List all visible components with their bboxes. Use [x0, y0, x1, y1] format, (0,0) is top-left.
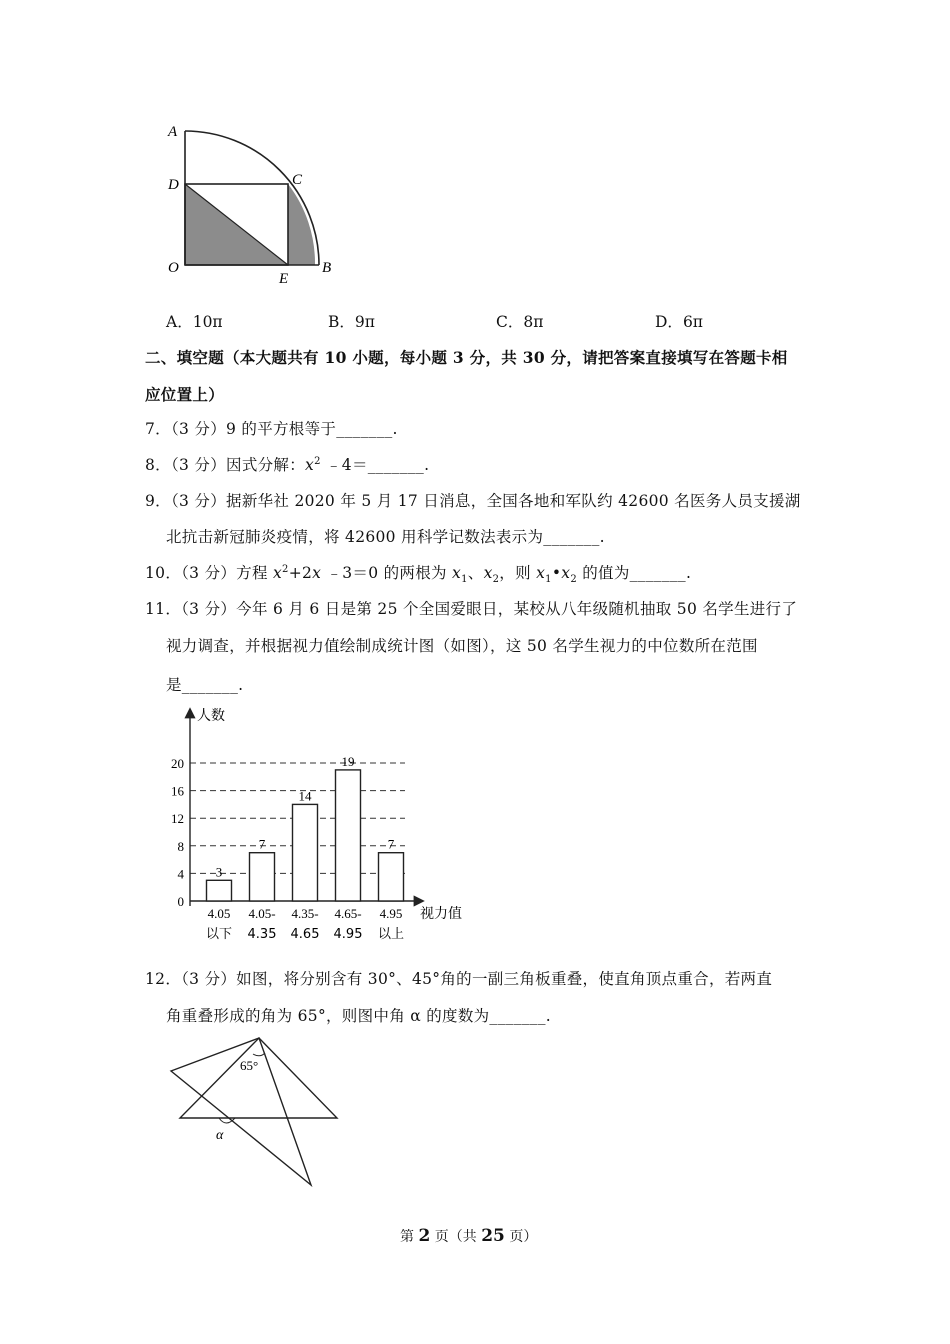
chart-value-label: 19: [341, 753, 355, 769]
chart-category-label-bottom: 4.65: [290, 927, 320, 942]
option-b: B．9π: [328, 313, 375, 331]
label-D: D: [168, 177, 179, 193]
section-heading-line2: 应位置上）: [145, 385, 225, 404]
shaded-segment: [288, 184, 315, 265]
chart-value-label: 7: [258, 836, 266, 852]
chart-ytick-label: 20: [171, 756, 184, 771]
question-9-line1: 9．（3 分）据新华社 2020 年 5 月 17 日消息，全国各地和军队约 42600 名医务人员支援湖: [145, 492, 801, 510]
angle-65-arc: [253, 1053, 265, 1056]
chart-ytick-label: 4: [177, 866, 184, 882]
chart-category-label-bottom: 以上: [377, 927, 405, 942]
angle-alpha-label: α: [216, 1128, 224, 1143]
chart-category-label-top: 4.35-: [291, 906, 319, 921]
question-9-line2: 北抗击新冠肺炎疫情，将 42600 用科学记数法表示为_______.: [166, 528, 605, 546]
option-c: C．8π: [496, 313, 544, 331]
question-12-line1: 12．（3 分）如图，将分别含有 30°、45°角的一副三角板重叠，使直角顶点重合，若两直: [145, 970, 773, 988]
triangle-45: [180, 1038, 337, 1118]
chart-bar: [379, 853, 404, 901]
question-12-line2: 角重叠形成的角为 65°，则图中角 α 的度数为_______.: [166, 1007, 551, 1025]
label-E: E: [279, 271, 289, 287]
chart-bar: [336, 770, 361, 901]
chart-category-label-top: 4.05-: [248, 906, 276, 921]
vision-bar-chart: [160, 700, 480, 950]
option-d: D．6π: [655, 313, 703, 331]
chart-bar: [207, 880, 232, 901]
chart-bar: [250, 853, 275, 901]
chart-category-label-bottom: 4.95: [333, 927, 363, 942]
angle-65-label: 65°: [240, 1058, 259, 1073]
label-O: O: [168, 260, 179, 276]
chart-xlabel: 视力值: [420, 906, 462, 922]
chart-value-label: 3: [215, 864, 223, 880]
triangles-figure: [160, 1030, 350, 1195]
question-11-line3: 是_______.: [166, 676, 244, 694]
chart-category-label-bottom: 以下: [205, 927, 233, 942]
chart-category-label-top: 4.65-: [334, 906, 362, 921]
chart-ytick-label: 0: [177, 894, 184, 909]
label-C: C: [292, 172, 303, 188]
chart-ytick-label: 16: [171, 783, 184, 799]
chart-value-label: 7: [387, 836, 395, 852]
question-8: 8．（3 分）因式分解：$x^2$ ﹣4＝_______.: [145, 455, 430, 474]
chart-bar: [293, 804, 318, 901]
chart-value-label: 14: [298, 788, 312, 804]
label-A: A: [168, 124, 178, 140]
question-11-line2: 视力调查，并根据视力值绘制成统计图（如图），这 50 名学生视力的中位数所在范围: [166, 637, 758, 655]
question-10: 10．（3 分）方程 $x^2+2x$ ﹣3＝0 的两根为 $x_1$、$x_2$，则 $x_1•x_2$ 的值为_______.: [145, 563, 692, 586]
option-a: A．10π: [166, 313, 223, 331]
section-heading-line1: 二、填空题（本大题共有 10 小题，每小题 3 分，共 30 分，请把答案直接填写在答题卡相: [145, 348, 788, 367]
question-7: 7．（3 分）9 的平方根等于_______.: [145, 420, 398, 438]
chart-ytick-label: 12: [171, 811, 184, 827]
chart-ylabel: 人数: [197, 708, 225, 724]
sector-figure: [160, 118, 340, 288]
page-footer: 第 2 页（共 25 页）: [400, 1226, 538, 1246]
angle-alpha-arc: [219, 1118, 235, 1123]
chart-ytick-label: 8: [177, 838, 184, 854]
label-B: B: [322, 260, 332, 276]
chart-category-label-top: 4.05: [207, 906, 231, 921]
chart-category-label-top: 4.95: [379, 906, 403, 921]
question-11-line1: 11．（3 分）今年 6 月 6 日是第 25 个全国爱眼日，某校从八年级随机抽取 50 名学生进行了: [145, 600, 798, 618]
chart-category-label-bottom: 4.35: [247, 927, 277, 942]
